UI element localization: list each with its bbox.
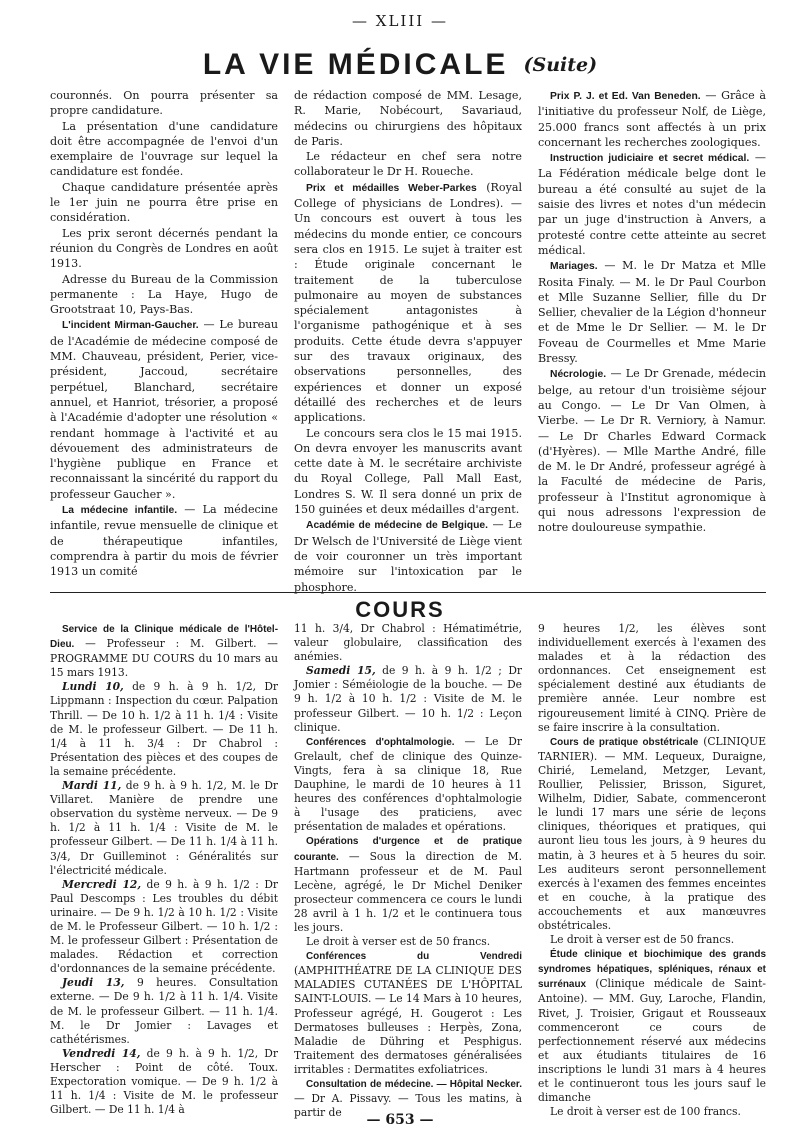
section-heading: Service de la Clinique médicale de l'Hôtel-Dieu.	[50, 624, 278, 651]
section-heading: L'incident Mirman-Gaucher.	[62, 320, 199, 332]
paragraph: Adresse du Bureau de la Commission permanente : La Haye, Hugo de Grootstraat 10, Pays-Bas.	[50, 272, 278, 317]
day-label: Mercredi 12,	[62, 877, 142, 891]
schedule-mercredi	[50, 878, 278, 977]
paragraph: Le concours sera clos le 15 mai 1915. On devra envoyer les manuscrits avant cette date à M. le secrétaire archiviste du Royal College, Pall Mall East, Londres S. W. Il sera donné un prix de 150 guinées et deux médailles d'argent.	[294, 426, 522, 517]
section-heading: Cours de pratique obstétricale	[550, 736, 699, 748]
section-text: — Dr A. Pissavy. — Tous les matins, à partir de	[294, 1092, 522, 1120]
section-divider	[50, 592, 766, 593]
news-item-belgique	[294, 517, 522, 594]
news-column-2	[294, 88, 522, 594]
section-text: — Le Dr Grenade, médecin belge, au retour d'un troisième séjour au Congo. — Le Dr Van Olmen, à Vierbe. — Le Dr R. Verniory, à Namur. — Le Dr Charles Edward Cormack (d'Hyères). — Mlle Marthe André, fille de M. le Dr André, professeur agrégé à la Faculté de médecine de Paris, professeur à l'Institut agronomique à qui nous adressons l'expression de notre douloureuse sympathie.	[538, 367, 767, 535]
section-text: — Professeur : M. Gilbert. — PROGRAMME DU COURS du 10 mars au 15 mars 1913.	[50, 637, 278, 680]
schedule-text: 9 heures. Consultation externe. — De 9 h. 1/2 à 11 h. 1/4. Visite de M. le professeur Gilbert. — 11 h. 1/4. M. le Dr Jomier : Lavages et cathétérismes.	[50, 976, 278, 1046]
section-heading: Prix et médailles Weber-Parkes	[306, 182, 477, 194]
cours-item-vendredi	[294, 949, 522, 1077]
section-text: (Clinique médicale de Saint-Antoine). — MM. Guy, Laroche, Flandin, Rivet, J. Troisier, Grigaut et Rousseaux commenceront ce cours de perfectionnement réservé aux médecins et aux étudiants titulaires de 16 inscriptions le lundi 31 mars à 4 heures et le continueront tous les jours sauf le dimanche	[538, 977, 766, 1105]
section-heading: Consultation de médecine. — Hôpital Necker.	[306, 1079, 522, 1090]
section-text: (CLINIQUE TARNIER). — MM. Lequeux, Duraigne, Chirié, Lemeland, Metzger, Levant, Roullier, Pelissier, Brisson, Siguret, Wilhelm, Didier, Sabate, commenceront le lundi 17 mars une série de leçons cliniques, théoriques et pratiques, qui auront lieu tous les jours, à 9 heures du matin, à 3 heures et à 5 heures du soir. Les auditeurs seront personnellement exercés à l'examen des femmes enceintes et en couche, à la pratique des accouchements et aux manœuvres obstétricales.	[538, 734, 766, 932]
paragraph: 9 heures 1/2, les élèves sont individuellement exercés à l'examen des malades et à la rédaction des ordonnances. Cet enseignement est spécialement destiné aux étudiants de première année. Leur nombre est rigoureusement limité à CINQ. Prière de se faire inscrire à la consultation.	[538, 622, 766, 734]
section-heading: Étude clinique et biochimique des grands syndromes hépatiques, spléniques, rénaux et surrénaux	[538, 949, 766, 991]
paragraph: La présentation d'une candidature doit être accompagnée de l'envoi d'un exemplaire de l'ouvrage sur lequel la candidature est fondée.	[50, 119, 278, 179]
paragraph: de rédaction composé de MM. Lesage, R. Marie, Nobécourt, Savariaud, médecins ou chirurgiens des hôpitaux de Paris.	[294, 89, 522, 148]
news-item-beneden	[538, 88, 766, 150]
section-text: — Sous la direction de M. Hartmann professeur et de M. Paul Lecène, agrégé, le Dr Michel Deniker prosecteur commencera ce cours le lundi 28 avril à 1 h. 1/2 et le continuera tous les jours.	[294, 849, 522, 934]
news-item-weber	[294, 180, 522, 426]
news-item-mariages	[538, 258, 766, 366]
section-heading: Instruction judiciaire et secret médical.	[550, 153, 750, 165]
news-column-1	[50, 88, 278, 588]
news-columns	[50, 88, 767, 594]
price-note: Le droit à verser est de 50 francs.	[306, 935, 491, 949]
cours-item-hepatique	[538, 947, 766, 1105]
section-heading: Conférences d'ophtalmologie.	[306, 736, 455, 748]
schedule-text: de 9 h. à 9 h. 1/2 : Dr Paul Descomps : Les troubles du débit urinaire. — De 9 h. 1/2 à 10 h. 1/2 : Visite de M. le Professeur Gilbert. — 10 h. 1/2 : M. le professeur Gilbert : Présentation de malades. Rédaction et correction d'ordonnances de la semaine précédente.	[50, 877, 279, 976]
schedule-text: de 9 h. à 9 h. 1/2, Dr Lippmann : Inspection du cœur. Palpation Thrill. — De 10 h. 1/2 à 11 h. 1/4 : Visite de M. le professeur Gilbert. — De 11 h. 1/4 à 11 h. 3/4 : Dr Chabrol : Présentation des pièces et des coupes de la semaine précédente.	[50, 680, 278, 778]
page-number: — 653 —	[366, 1112, 434, 1128]
paragraph: Chaque candidature présentée après le 1er juin ne pourra être prise en considération.	[50, 180, 278, 225]
cours-item-urgence	[294, 834, 522, 935]
page-number-roman: — XLIII —	[352, 12, 448, 30]
section-text: — Grâce à l'initiative du professeur Nolf, de Liège, 25.000 francs sont affectés à un prix concernant les recherches zoologiques.	[538, 89, 767, 149]
day-label: Lundi 10,	[62, 680, 124, 694]
cours-item-ophtalmologie	[294, 735, 522, 835]
news-item-instruction	[538, 150, 766, 258]
news-item-mirman	[50, 317, 278, 502]
section-text: (AMPHITHÉATRE DE LA CLINIQUE DES MALADIES CUTANÉES DE L'HÔPITAL SAINT-LOUIS. — Le 14 Mars à 10 heures, Professeur agrégé, H. Gougerot : Les Dermatoses bulleuses : Herpès, Zona, Maladie de Dühring et Pesphigus. Traitement des dermatoses généralisées irritables : Dermatites exfoliatrices.	[294, 964, 522, 1076]
cours-item-obstetricale	[538, 735, 766, 933]
section-heading: Académie de médecine de Belgique.	[306, 520, 489, 532]
paragraph: Les prix seront décernés pendant la réunion du Congrès de Londres en août 1913.	[50, 226, 278, 271]
price-note: Le droit à verser est de 50 francs.	[550, 933, 735, 947]
schedule-lundi	[50, 680, 278, 779]
section-heading: Nécrologie.	[550, 369, 607, 381]
schedule-text: de 9 h. à 9 h. 1/2, M. le Dr Villaret. Manière de prendre une observation du système nerveux. — De 9 h. 1/2 à 11 h. 1/4 : Visite de M. le professeur Gilbert. — De 11 h. 1/4 à 11 h. 3/4, Dr Guilleminot : Généralités sur l'électricité médicale.	[50, 779, 279, 877]
schedule-vendredi	[50, 1047, 278, 1117]
section-heading: Mariages.	[550, 261, 598, 273]
schedule-text: de 9 h. à 9 h. 1/2, Dr Herscher : Point de côté. Toux. Expectoration vomique. — De 9 h. 1/2 à 11 h. 1/4 : Visite de M. le professeur Gilbert. — De 11 h. 1/4 à	[50, 1046, 278, 1117]
day-label: Samedi 15,	[306, 664, 376, 678]
price-note: Le droit à verser est de 100 francs.	[550, 1105, 741, 1119]
paragraph: 11 h. 3/4, Dr Chabrol : Hématimétrie, valeur globulaire, classification des anémies.	[294, 622, 522, 664]
schedule-samedi	[294, 664, 522, 734]
section-text: (Royal College of physicians de Londres). — Un concours est ouvert à tous les médecins du monde entier, ce concours sera clos en 1915. Le sujet à traiter est : Étude originale concernant le traitement de la tuberculose pulmonaire au moyen de substances spécialement antagonistes à l'organisme pathogénique et à ses produits. Cette étude devra s'appuyer sur des travaux originaux, des observations personnelles, des expériences et donner un exposé détaillé des recherches et de leurs applications.	[294, 180, 522, 425]
section-text: — La médecine infantile, revue mensuelle de clinique et de thérapeutique infantiles, comprendra à partir du mois de février 1913 un comité	[50, 503, 278, 579]
journal-suite: (Suite)	[523, 54, 598, 76]
cours-heading: COURS	[355, 597, 445, 622]
masthead	[0, 48, 800, 82]
section-heading: Conférences du Vendredi	[306, 951, 522, 963]
paragraph: Le rédacteur en chef sera notre collaborateur le Dr H. Roueche.	[294, 150, 522, 179]
section-text: — Le Dr Welsch de l'Université de Liège vient de voir couronner un très important mémoire sur l'intoxication par le phosphore.	[294, 518, 522, 594]
cours-column-3	[538, 622, 766, 1119]
schedule-mardi	[50, 779, 278, 878]
paragraph: couronnés. On pourra présenter sa propre candidature.	[50, 89, 278, 118]
news-item-necrologie	[538, 366, 766, 535]
section-heading: Prix P. J. et Ed. Van Beneden.	[550, 91, 701, 102]
section-text: — Le bureau de l'Académie de médecine composé de MM. Chauveau, président, Perier, vice-président, Jaccoud, secrétaire perpétuel, Blanchard, secrétaire annuel, et Hanriot, trésorier, a proposé à l'Académie d'adopter une résolution « rendant hommage à l'activité et au dévouement des administrateurs de l'hygiène publique en France et reconnaissant la sincérité du rapport du professeur Gaucher ».	[50, 318, 278, 501]
section-text: — La Fédération médicale belge dont le bureau a été consulté au sujet de la saisie des livres et notes d'un médecin par un juge d'instruction à Anvers, a protesté contre cette atteinte au secret médical.	[538, 151, 766, 257]
day-label: Mardi 11,	[62, 779, 122, 793]
cours-column-1	[50, 622, 279, 1117]
news-item-infantile	[50, 502, 278, 579]
news-column-3	[538, 88, 766, 588]
journal-title: LA VIE MÉDICALE	[202, 48, 509, 81]
day-label: Jeudi 13,	[62, 976, 125, 990]
schedule-jeudi	[50, 976, 278, 1046]
schedule-text: de 9 h. à 9 h. 1/2 ; Dr Jomier : Séméiologie de la bouche. — De 9 h. 1/2 à 10 h. 1/2 : Visite de M. le professeur Gilbert. — 10 h. 1/2 : Leçon clinique.	[294, 664, 522, 734]
section-text: — Le Dr Grelault, chef de clinique des Quinze-Vingts, fera à sa clinique 18, Rue Dauphine, le mardi de 10 heures à 11 heures des conférences d'ophtalmologie à l'usage des praticiens, avec présentation de malades et opérations.	[294, 734, 522, 834]
day-label: Vendredi 14,	[62, 1046, 141, 1060]
section-heading: La médecine infantile.	[62, 505, 178, 517]
section-text: — M. le Dr Matza et Mlle Rosita Finaly. — M. le Dr Paul Courbon et Mlle Suzanne Sellier, fille du Dr Sellier, chevalier de la Légion d'honneur et de Mme le Dr Sellier. — M. le Dr Foveau de Courmelles et Mme Marie Bressy.	[538, 259, 766, 366]
cours-item-hotel-dieu	[50, 622, 278, 680]
section-heading: Opérations d'urgence et de pratique courante.	[294, 836, 522, 863]
